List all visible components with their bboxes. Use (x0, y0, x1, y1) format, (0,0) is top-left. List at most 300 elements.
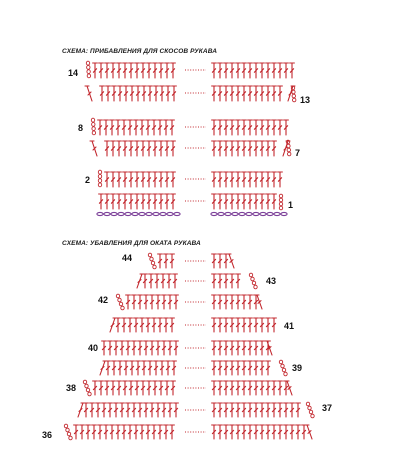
double-crochet-symbol (142, 86, 147, 101)
row-label-36: 36 (42, 430, 53, 440)
double-crochet-symbol (80, 425, 85, 439)
double-crochet-symbol (144, 341, 149, 355)
double-crochet-symbol (212, 381, 217, 395)
double-crochet-symbol (230, 403, 235, 417)
double-crochet-symbol (212, 295, 217, 309)
double-crochet-symbol (152, 318, 157, 332)
double-crochet-symbol (266, 194, 271, 209)
double-crochet-symbol (224, 425, 229, 439)
double-crochet-symbol (224, 274, 229, 288)
double-crochet-symbol (116, 318, 121, 332)
double-crochet-symbol (224, 120, 229, 135)
double-crochet-symbol (161, 274, 166, 288)
double-crochet-symbol (272, 381, 277, 395)
double-crochet-symbol (266, 381, 271, 395)
double-crochet-symbol (212, 254, 217, 268)
double-crochet-symbol (168, 403, 173, 417)
double-crochet-symbol (266, 318, 271, 332)
double-crochet-symbol (266, 425, 271, 439)
double-crochet-symbol (254, 425, 259, 439)
double-crochet-symbol (130, 361, 135, 375)
double-crochet-symbol (224, 172, 229, 187)
double-crochet-symbol (153, 172, 158, 187)
double-crochet-symbol (129, 194, 134, 209)
double-crochet-symbol (272, 403, 277, 417)
double-crochet-symbol (260, 318, 265, 332)
double-crochet-symbol (158, 254, 163, 268)
row-label-43: 43 (266, 276, 277, 286)
row-label-38: 38 (66, 383, 77, 393)
slanted-stitch-symbol (90, 141, 97, 156)
double-crochet-symbol (236, 295, 241, 309)
double-crochet-symbol (242, 318, 247, 332)
double-crochet-symbol (272, 120, 277, 135)
double-crochet-symbol (278, 172, 283, 187)
double-crochet-symbol (99, 63, 104, 78)
double-crochet-symbol (105, 63, 110, 78)
double-crochet-symbol (278, 425, 283, 439)
turning-chain-symbol (86, 61, 90, 78)
double-crochet-symbol (212, 120, 217, 135)
double-crochet-symbol (284, 403, 289, 417)
double-crochet-symbol (136, 86, 141, 101)
double-crochet-symbol (272, 141, 277, 156)
double-crochet-symbol (248, 194, 253, 209)
double-crochet-symbol (230, 86, 235, 101)
double-crochet-symbol (129, 172, 134, 187)
double-crochet-symbol (135, 172, 140, 187)
double-crochet-symbol (112, 86, 117, 101)
decrease-chart-title: СХЕМА: УБАВЛЕНИЯ ДЛЯ ОКАТА РУКАВА (62, 240, 201, 247)
double-crochet-symbol (146, 318, 151, 332)
double-crochet-symbol (136, 361, 141, 375)
double-crochet-symbol (242, 295, 247, 309)
double-crochet-symbol (254, 381, 259, 395)
double-crochet-symbol (260, 120, 265, 135)
double-crochet-symbol (266, 172, 271, 187)
double-crochet-symbol (140, 425, 145, 439)
double-crochet-symbol (236, 318, 241, 332)
double-crochet-symbol (156, 403, 161, 417)
double-crochet-symbol (116, 425, 121, 439)
double-crochet-symbol (150, 403, 155, 417)
turning-chain-symbol (83, 380, 91, 396)
double-crochet-symbol (254, 361, 259, 375)
double-crochet-symbol (165, 63, 170, 78)
double-crochet-symbol (96, 403, 101, 417)
double-crochet-symbol (212, 172, 217, 187)
double-crochet-symbol (148, 361, 153, 375)
double-crochet-symbol (230, 274, 235, 288)
double-crochet-symbol (218, 120, 223, 135)
double-crochet-symbol (129, 141, 134, 156)
double-crochet-symbol (224, 63, 229, 78)
double-crochet-symbol (278, 63, 283, 78)
increase-chart-title: СХЕМА: ПРИБАВЛЕНИЯ ДЛЯ СКОСОВ РУКАВА (62, 48, 218, 55)
double-crochet-symbol (168, 341, 173, 355)
double-crochet-symbol (170, 254, 175, 268)
double-crochet-symbol (224, 86, 229, 101)
double-crochet-symbol (242, 381, 247, 395)
double-crochet-symbol (248, 63, 253, 78)
double-crochet-symbol (154, 86, 159, 101)
double-crochet-symbol (134, 318, 139, 332)
row-label-14: 14 (68, 68, 79, 78)
double-crochet-symbol (254, 120, 259, 135)
double-crochet-symbol (158, 318, 163, 332)
row-label-7: 7 (295, 148, 301, 158)
double-crochet-symbol (236, 381, 241, 395)
double-crochet-symbol (174, 295, 179, 309)
double-crochet-symbol (296, 403, 301, 417)
double-crochet-symbol (260, 141, 265, 156)
double-crochet-symbol (224, 403, 229, 417)
double-crochet-symbol (302, 425, 307, 439)
double-crochet-symbol (104, 120, 109, 135)
double-crochet-symbol (118, 86, 123, 101)
double-crochet-symbol (224, 381, 229, 395)
double-crochet-symbol (153, 381, 158, 395)
double-crochet-symbol (236, 341, 241, 355)
double-crochet-symbol (236, 120, 241, 135)
double-crochet-symbol (153, 194, 158, 209)
double-crochet-symbol (111, 172, 116, 187)
double-crochet-symbol (105, 194, 110, 209)
double-crochet-symbol (212, 403, 217, 417)
double-crochet-symbol (152, 425, 157, 439)
double-crochet-symbol (171, 172, 176, 187)
double-crochet-symbol (218, 141, 223, 156)
double-crochet-symbol (164, 120, 169, 135)
double-crochet-symbol (174, 403, 179, 417)
double-crochet-symbol (102, 403, 107, 417)
double-crochet-symbol (212, 341, 217, 355)
double-crochet-symbol (230, 295, 235, 309)
double-crochet-symbol (260, 341, 265, 355)
double-crochet-symbol (172, 86, 177, 101)
double-crochet-symbol (147, 63, 152, 78)
double-crochet-symbol (248, 361, 253, 375)
double-crochet-symbol (138, 295, 143, 309)
double-crochet-symbol (242, 403, 247, 417)
double-crochet-symbol (147, 172, 152, 187)
double-crochet-symbol (248, 381, 253, 395)
foundation-chain (211, 212, 287, 215)
double-crochet-symbol (159, 381, 164, 395)
double-crochet-symbol (134, 425, 139, 439)
double-crochet-symbol (108, 341, 113, 355)
double-crochet-symbol (260, 172, 265, 187)
double-crochet-symbol (141, 172, 146, 187)
double-crochet-symbol (159, 172, 164, 187)
double-crochet-symbol (164, 425, 169, 439)
double-crochet-symbol (143, 274, 148, 288)
double-crochet-symbol (117, 63, 122, 78)
double-crochet-symbol (242, 172, 247, 187)
turning-chain-symbol (249, 273, 257, 289)
double-crochet-symbol (254, 63, 259, 78)
double-crochet-symbol (105, 381, 110, 395)
double-crochet-symbol (112, 361, 117, 375)
double-crochet-symbol (146, 120, 151, 135)
double-crochet-symbol (230, 172, 235, 187)
double-crochet-symbol (272, 194, 277, 209)
double-crochet-symbol (117, 172, 122, 187)
double-crochet-symbol (122, 120, 127, 135)
double-crochet-symbol (236, 403, 241, 417)
double-crochet-symbol (134, 120, 139, 135)
double-crochet-symbol (254, 141, 259, 156)
double-crochet-symbol (218, 194, 223, 209)
double-crochet-symbol (129, 381, 134, 395)
double-crochet-symbol (128, 120, 133, 135)
double-crochet-symbol (122, 425, 127, 439)
double-crochet-symbol (242, 141, 247, 156)
double-crochet-symbol (154, 361, 159, 375)
slanted-stitch-symbol (78, 403, 85, 417)
double-crochet-symbol (230, 341, 235, 355)
double-crochet-symbol (164, 254, 169, 268)
double-crochet-symbol (171, 194, 176, 209)
double-crochet-symbol (224, 295, 229, 309)
double-crochet-symbol (162, 341, 167, 355)
double-crochet-symbol (90, 403, 95, 417)
double-crochet-symbol (141, 194, 146, 209)
double-crochet-symbol (158, 425, 163, 439)
double-crochet-symbol (254, 318, 259, 332)
double-crochet-symbol (236, 194, 241, 209)
double-crochet-symbol (284, 120, 289, 135)
double-crochet-symbol (106, 86, 111, 101)
slanted-stitch-symbol (100, 361, 107, 375)
turning-chain-symbol (116, 294, 124, 310)
double-crochet-symbol (99, 194, 104, 209)
double-crochet-symbol (272, 172, 277, 187)
double-crochet-symbol (147, 194, 152, 209)
double-crochet-symbol (159, 63, 164, 78)
double-crochet-symbol (160, 86, 165, 101)
double-crochet-symbol (152, 120, 157, 135)
double-crochet-symbol (272, 425, 277, 439)
double-crochet-symbol (156, 295, 161, 309)
double-crochet-symbol (218, 361, 223, 375)
double-crochet-symbol (236, 361, 241, 375)
double-crochet-symbol (236, 63, 241, 78)
double-crochet-symbol (120, 403, 125, 417)
double-crochet-symbol (174, 341, 179, 355)
double-crochet-symbol (260, 63, 265, 78)
double-crochet-symbol (242, 86, 247, 101)
double-crochet-symbol (123, 194, 128, 209)
double-crochet-symbol (248, 341, 253, 355)
double-crochet-symbol (122, 318, 127, 332)
double-crochet-symbol (254, 172, 259, 187)
double-crochet-symbol (230, 425, 235, 439)
double-crochet-symbol (117, 194, 122, 209)
double-crochet-symbol (230, 361, 235, 375)
double-crochet-symbol (108, 403, 113, 417)
double-crochet-symbol (278, 381, 283, 395)
double-crochet-symbol (272, 318, 277, 332)
double-crochet-symbol (224, 341, 229, 355)
slanted-stitch-symbol (85, 86, 92, 101)
double-crochet-symbol (124, 361, 129, 375)
double-crochet-symbol (155, 274, 160, 288)
double-crochet-symbol (146, 425, 151, 439)
double-crochet-symbol (218, 254, 223, 268)
double-crochet-symbol (248, 318, 253, 332)
double-crochet-symbol (218, 63, 223, 78)
double-crochet-symbol (266, 403, 271, 417)
turning-chain-symbol (148, 253, 156, 269)
double-crochet-symbol (212, 86, 217, 101)
double-crochet-symbol (147, 381, 152, 395)
double-crochet-symbol (150, 295, 155, 309)
slanted-stitch-symbol (110, 318, 117, 332)
turning-chain-symbol (279, 360, 287, 376)
double-crochet-symbol (224, 361, 229, 375)
double-crochet-symbol (290, 403, 295, 417)
row-label-42: 42 (98, 295, 109, 305)
row-label-2: 2 (85, 175, 91, 185)
double-crochet-symbol (132, 341, 137, 355)
double-crochet-symbol (170, 425, 175, 439)
double-crochet-symbol (92, 425, 97, 439)
turning-chain-symbol (91, 118, 95, 135)
double-crochet-symbol (160, 361, 165, 375)
double-crochet-symbol (230, 141, 235, 156)
double-crochet-symbol (290, 425, 295, 439)
double-crochet-symbol (106, 361, 111, 375)
double-crochet-symbol (99, 381, 104, 395)
double-crochet-symbol (126, 341, 131, 355)
double-crochet-symbol (98, 120, 103, 135)
double-crochet-symbol (218, 425, 223, 439)
double-crochet-symbol (290, 63, 295, 78)
double-crochet-symbol (260, 425, 265, 439)
double-crochet-symbol (266, 361, 271, 375)
double-crochet-symbol (118, 361, 123, 375)
double-crochet-symbol (218, 341, 223, 355)
double-crochet-symbol (132, 403, 137, 417)
double-crochet-symbol (278, 403, 283, 417)
double-crochet-symbol (236, 274, 241, 288)
double-crochet-symbol (236, 86, 241, 101)
double-crochet-symbol (230, 194, 235, 209)
double-crochet-symbol (254, 194, 259, 209)
double-crochet-symbol (242, 341, 247, 355)
double-crochet-symbol (150, 341, 155, 355)
double-crochet-symbol (110, 425, 115, 439)
double-crochet-symbol (159, 194, 164, 209)
double-crochet-symbol (284, 63, 289, 78)
double-crochet-symbol (111, 194, 116, 209)
row-label-8: 8 (78, 123, 84, 133)
double-crochet-symbol (141, 141, 146, 156)
double-crochet-symbol (248, 403, 253, 417)
double-crochet-symbol (123, 63, 128, 78)
double-crochet-symbol (120, 341, 125, 355)
double-crochet-symbol (224, 194, 229, 209)
row-label-37: 37 (322, 403, 333, 413)
double-crochet-symbol (132, 295, 137, 309)
double-crochet-symbol (272, 63, 277, 78)
double-crochet-symbol (212, 318, 217, 332)
double-crochet-symbol (170, 120, 175, 135)
double-crochet-symbol (272, 86, 277, 101)
row-label-44: 44 (122, 253, 133, 263)
double-crochet-symbol (254, 86, 259, 101)
double-crochet-symbol (254, 403, 259, 417)
double-crochet-symbol (266, 120, 271, 135)
double-crochet-symbol (128, 318, 133, 332)
turning-chain-symbol (64, 424, 72, 440)
double-crochet-symbol (212, 194, 217, 209)
double-crochet-symbol (266, 141, 271, 156)
double-crochet-symbol (218, 403, 223, 417)
double-crochet-symbol (260, 403, 265, 417)
double-crochet-symbol (135, 63, 140, 78)
double-crochet-symbol (135, 194, 140, 209)
double-crochet-symbol (147, 141, 152, 156)
double-crochet-symbol (230, 120, 235, 135)
double-crochet-symbol (296, 425, 301, 439)
double-crochet-symbol (153, 63, 158, 78)
double-crochet-symbol (212, 63, 217, 78)
double-crochet-symbol (126, 295, 131, 309)
row-label-1: 1 (288, 200, 294, 210)
double-crochet-symbol (248, 425, 253, 439)
double-crochet-symbol (230, 381, 235, 395)
double-crochet-symbol (93, 381, 98, 395)
double-crochet-symbol (124, 86, 129, 101)
double-crochet-symbol (218, 381, 223, 395)
double-crochet-symbol (149, 274, 154, 288)
double-crochet-symbol (218, 86, 223, 101)
double-crochet-symbol (242, 63, 247, 78)
double-crochet-symbol (144, 403, 149, 417)
double-crochet-symbol (166, 361, 171, 375)
double-crochet-symbol (110, 120, 115, 135)
double-crochet-symbol (102, 341, 107, 355)
double-crochet-symbol (236, 425, 241, 439)
double-crochet-symbol (111, 381, 116, 395)
double-crochet-symbol (153, 141, 158, 156)
double-crochet-symbol (260, 361, 265, 375)
double-crochet-symbol (117, 141, 122, 156)
double-crochet-symbol (104, 425, 109, 439)
double-crochet-symbol (260, 86, 265, 101)
double-crochet-symbol (248, 120, 253, 135)
double-crochet-symbol (129, 63, 134, 78)
double-crochet-symbol (284, 425, 289, 439)
double-crochet-symbol (114, 403, 119, 417)
double-crochet-symbol (117, 381, 122, 395)
double-crochet-symbol (140, 120, 145, 135)
double-crochet-symbol (260, 194, 265, 209)
double-crochet-symbol (171, 63, 176, 78)
double-crochet-symbol (212, 141, 217, 156)
double-crochet-symbol (266, 86, 271, 101)
double-crochet-symbol (116, 120, 121, 135)
double-crochet-symbol (140, 318, 145, 332)
double-crochet-symbol (230, 63, 235, 78)
double-crochet-symbol (168, 295, 173, 309)
double-crochet-symbol (278, 86, 283, 101)
double-crochet-symbol (165, 194, 170, 209)
double-crochet-symbol (111, 63, 116, 78)
double-crochet-symbol (212, 274, 217, 288)
